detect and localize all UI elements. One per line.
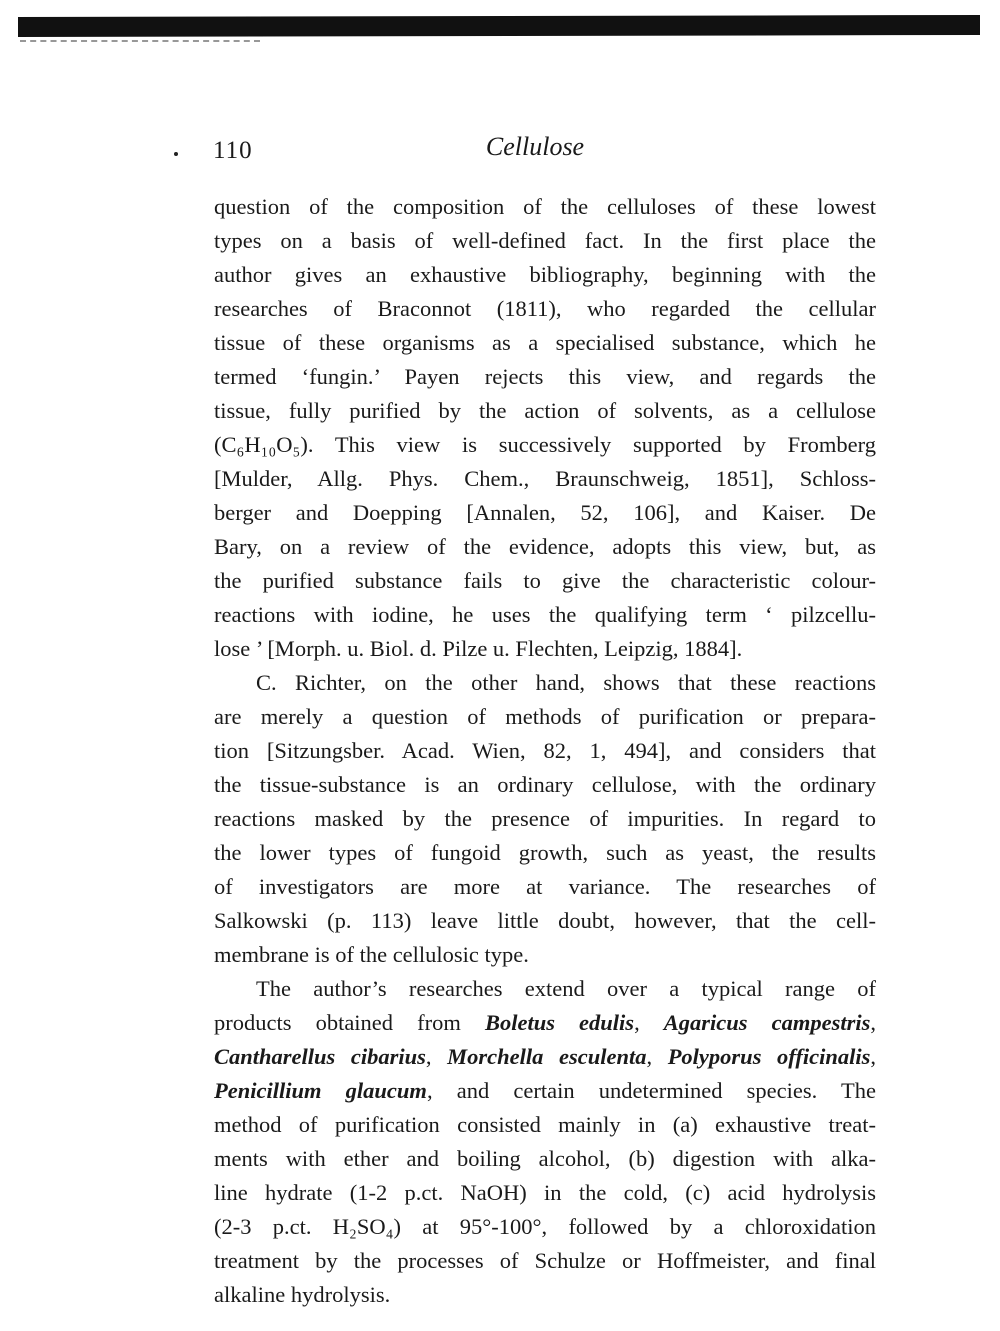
- species-name: Morchella esculenta: [447, 1044, 647, 1069]
- paragraph-3: [214, 972, 876, 1312]
- species-name: Cantharellus cibarius: [214, 1044, 426, 1069]
- text-line: termed ‘fungin.’ Payen rejects this view, and regards the: [214, 364, 876, 389]
- text-line: the tissue-substance is an ordinary cellulose, with the ordinary: [214, 772, 876, 797]
- page-number: 110: [213, 137, 253, 164]
- text-line: products obtained from Boletus edulis, Agaricus campestris,: [214, 1010, 877, 1035]
- text-line: lose ’ [Morph. u. Biol. d. Pilze u. Flechten, Leipzig, 1884].: [214, 636, 743, 661]
- text-line: reactions with iodine, he uses the qualifying term ‘ pilzcellu-: [214, 602, 876, 627]
- text-line: Cantharellus cibarius, Morchella esculenta, Polyporus officinalis,: [214, 1044, 876, 1069]
- text-line: Salkowski (p. 113) leave little doubt, however, that the cell-: [214, 908, 876, 933]
- text-line: The author’s researches extend over a typical range of: [256, 976, 876, 1001]
- paragraph-1: [214, 190, 876, 666]
- body-text: [214, 190, 876, 1312]
- text-line: treatment by the processes of Schulze or Hoffmeister, and final: [214, 1248, 876, 1273]
- text-line: alkaline hydrolysis.: [214, 1282, 391, 1307]
- text-line: author gives an exhaustive bibliography, beginning with the: [214, 262, 876, 287]
- text-line: (C₆H₁₀O₅). This view is successively supported by Fromberg: [214, 432, 876, 457]
- scan-artifact-line: [20, 40, 260, 45]
- text-line: the purified substance fails to give the characteristic colour-: [214, 568, 876, 593]
- top-border-rule: [18, 15, 980, 37]
- text-line: the lower types of fungoid growth, such as yeast, the results: [214, 840, 876, 865]
- text-line: tissue, fully purified by the action of solvents, as a cellulose: [214, 398, 876, 423]
- text-line: reactions masked by the presence of impurities. In regard to: [214, 806, 876, 831]
- text-line: are merely a question of methods of purification or prepara-: [214, 704, 876, 729]
- text-line: question of the composition of the celluloses of these lowest: [214, 194, 876, 219]
- text-line: method of purification consisted mainly in (a) exhaustive treat-: [214, 1112, 876, 1137]
- text-line: researches of Braconnot (1811), who regarded the cellular: [214, 296, 876, 321]
- text-line: ments with ether and boiling alcohol, (b) digestion with alka-: [214, 1146, 876, 1171]
- text-line: tion [Sitzungsber. Acad. Wien, 82, 1, 494], and considers that: [214, 738, 876, 763]
- text-line: C. Richter, on the other hand, shows that these reactions: [256, 670, 876, 695]
- paragraph-2: [214, 666, 876, 972]
- text-line: Penicillium glaucum, and certain undetermined species. The: [214, 1078, 876, 1103]
- species-name: Boletus edulis: [484, 1010, 635, 1035]
- species-name: Agaricus campestris: [663, 1010, 871, 1035]
- text-line: membrane is of the cellulosic type.: [214, 942, 529, 967]
- species-name: Penicillium glaucum: [214, 1078, 427, 1103]
- text-line: types on a basis of well-defined fact. In the first place the: [214, 228, 876, 253]
- text-line: line hydrate (1-2 p.ct. NaOH) in the cold, (c) acid hydrolysis: [214, 1180, 876, 1205]
- text-line: of investigators are more at variance. The researches of: [214, 874, 876, 899]
- text-line: [Mulder, Allg. Phys. Chem., Braunschweig, 1851], Schloss-: [214, 466, 876, 491]
- species-name: Polyporus officinalis: [667, 1044, 871, 1069]
- text-line: (2-3 p.ct. H₂SO₄) at 95°-100°, followed by a chloroxidation: [214, 1214, 876, 1239]
- text-line: Bary, on a review of the evidence, adopts this view, but, as: [214, 534, 876, 559]
- running-head: Cellulose: [485, 132, 585, 161]
- text-line: berger and Doepping [Annalen, 52, 106], and Kaiser. De: [214, 500, 876, 525]
- text-line: tissue of these organisms as a specialised substance, which he: [214, 330, 876, 355]
